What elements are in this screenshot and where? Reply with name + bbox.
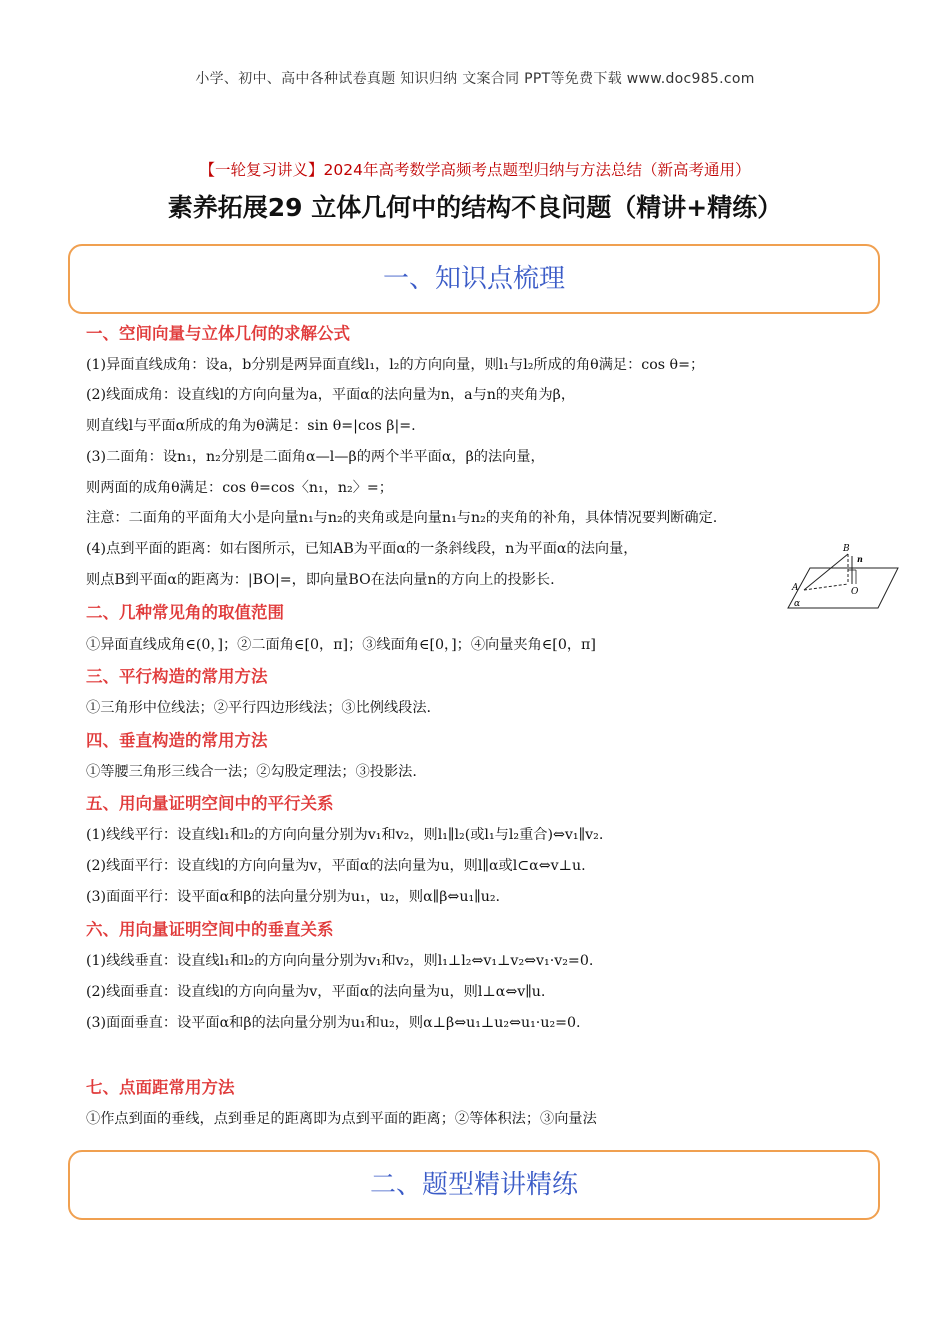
body-line: 则两面的成角θ满足：cos θ=cos〈n₁，n₂〉=； xyxy=(86,480,393,496)
document-subtitle: 【一轮复习讲义】2024年高考数学高频考点题型归纳与方法总结（新高考通用） xyxy=(199,161,751,179)
label-o: O xyxy=(851,587,859,597)
body-line: (3)面面垂直：设平面α和β的法向量分别为u₁和u₂，则α⊥β⇔u₁⊥u₂⇔u₁·u₂=0. xyxy=(86,1015,581,1031)
label-n: n xyxy=(857,554,863,564)
page-header-banner: 小学、初中、高中各种试卷真题 知识归纳 文案合同 PPT等免费下载 www.doc985.com xyxy=(195,71,755,87)
label-alpha: α xyxy=(794,599,801,609)
section-heading: 七、点面距常用方法 xyxy=(86,1078,235,1097)
section-heading: 六、用向量证明空间中的垂直关系 xyxy=(86,920,334,939)
section-heading: 二、几种常见角的取值范围 xyxy=(86,603,284,622)
label-a: A xyxy=(792,583,799,593)
section-heading: 一、空间向量与立体几何的求解公式 xyxy=(86,324,350,343)
body-line: (2)线面平行：设直线l的方向向量为v，平面α的法向量为u，则l∥α或l⊂α⇔v⊥u. xyxy=(86,858,586,874)
body-line: ①作点到面的垂线，点到垂足的距离即为点到平面的距离；②等体积法；③向量法 xyxy=(86,1111,597,1127)
section-heading: 五、用向量证明空间中的平行关系 xyxy=(86,794,334,813)
section-box-title: 一、知识点梳理 xyxy=(382,264,565,294)
body-line: (3)二面角：设n₁，n₂分别是二面角α—l—β的两个半平面α，β的法向量， xyxy=(86,449,545,465)
body-line: (1)线线平行：设直线l₁和l₂的方向向量分别为v₁和v₂，则l₁∥l₂(或l₁与l₂重合)⇔v₁∥v₂. xyxy=(86,827,604,843)
section-box-title: 二、题型精讲精练 xyxy=(369,1170,578,1200)
document-title: 素养拓展29 立体几何中的结构不良问题（精讲+精练） xyxy=(167,193,783,222)
body-line: 则直线l与平面α所成的角为θ满足：sin θ=|cos β|=. xyxy=(86,418,416,434)
label-b: B xyxy=(843,544,850,554)
body-line: 则点B到平面α的距离为：|BO|=，即向量BO在法向量n的方向上的投影长. xyxy=(86,572,555,588)
section-heading: 三、平行构造的常用方法 xyxy=(86,667,268,686)
body-line: (4)点到平面的距离：如右图所示，已知AB为平面α的一条斜线段，n为平面α的法向量， xyxy=(86,541,638,557)
plane-diagram-figure xyxy=(786,540,902,612)
body-line: (3)面面平行：设平面α和β的法向量分别为u₁，u₂，则α∥β⇔u₁∥u₂. xyxy=(86,889,501,905)
body-line: (1)异面直线成角：设a，b分别是两异面直线l₁，l₂的方向向量，则l₁与l₂所成的角θ满足：cos θ=； xyxy=(86,357,705,373)
body-line: ①三角形中位线法；②平行四边形线法；③比例线段法. xyxy=(86,700,432,716)
section-heading: 四、垂直构造的常用方法 xyxy=(86,731,268,750)
body-line: (2)线面垂直：设直线l的方向向量为v，平面α的法向量为u，则l⊥α⇔v∥u. xyxy=(86,984,546,1000)
section-box-practice xyxy=(68,1150,880,1220)
body-line: 注意：二面角的平面角大小是向量n₁与n₂的夹角或是向量n₁与n₂的夹角的补角，具体情况要判断确定. xyxy=(86,510,718,526)
body-line: (1)线线垂直：设直线l₁和l₂的方向向量分别为v₁和v₂，则l₁⊥l₂⇔v₁⊥v₂⇔v₁·v₂=0. xyxy=(86,953,594,969)
body-line: ①等腰三角形三线合一法；②勾股定理法；③投影法. xyxy=(86,764,417,780)
section-box-knowledge xyxy=(68,244,880,314)
body-line: ①异面直线成角∈(0，]；②二面角∈[0，π]；③线面角∈[0，]；④向量夹角∈[0，π] xyxy=(86,637,596,653)
body-line: (2)线面成角：设直线l的方向向量为a，平面α的法向量为n，a与n的夹角为β， xyxy=(86,387,576,403)
